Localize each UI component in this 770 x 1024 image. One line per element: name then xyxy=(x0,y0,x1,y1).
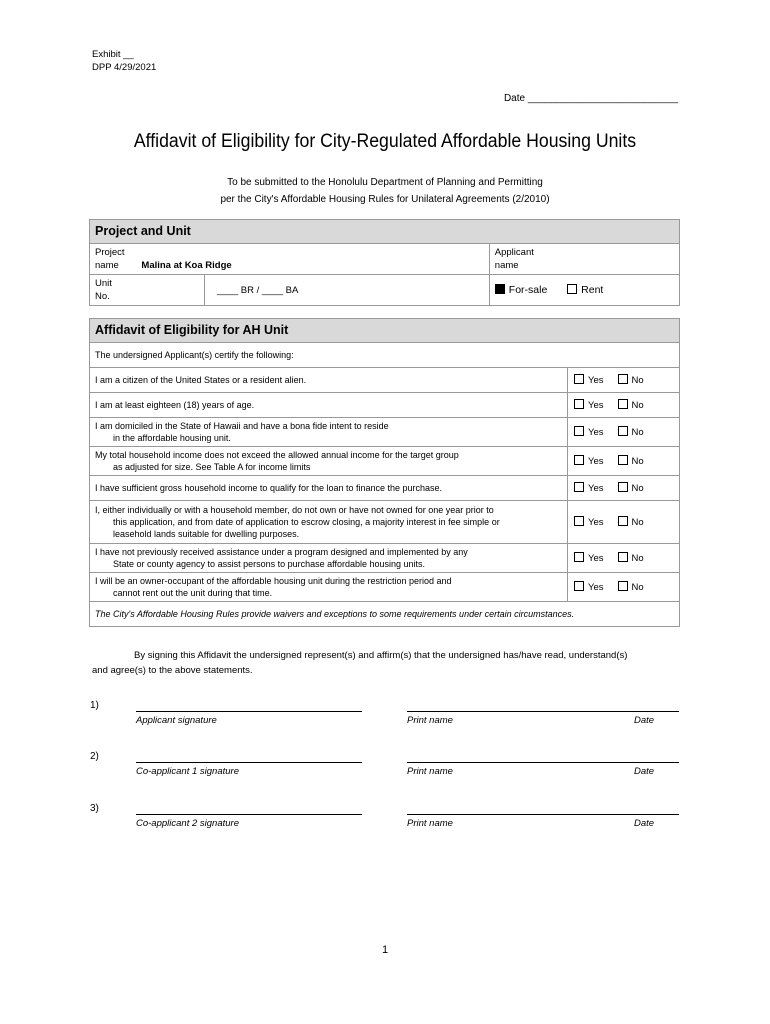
yes-checkbox[interactable] xyxy=(574,581,584,591)
no-label: No xyxy=(631,399,644,411)
yes-no-options xyxy=(568,573,680,602)
page-number: 1 xyxy=(381,944,389,956)
for-sale-label: For-sale xyxy=(508,283,548,296)
affirmation-statement xyxy=(92,648,682,678)
table-row xyxy=(90,447,680,476)
print-name-caption: Print name xyxy=(407,766,453,777)
statement-line: as adjusted for size. See Table A for income limits xyxy=(113,462,311,472)
no-checkbox[interactable] xyxy=(618,552,628,562)
table-row xyxy=(90,393,680,418)
yes-checkbox[interactable] xyxy=(574,516,584,526)
yes-label: Yes xyxy=(588,374,604,386)
statement-text: I am a citizen of the United States or a resident alien. xyxy=(90,368,568,393)
no-checkbox[interactable] xyxy=(618,455,628,465)
project-name-cell xyxy=(90,244,490,275)
print-name-date-line[interactable] xyxy=(407,814,679,815)
table-row xyxy=(90,544,680,573)
unit-no-cell[interactable] xyxy=(90,275,205,306)
statement-line: My total household income does not exceed the allowed annual income for the target group xyxy=(95,450,459,460)
name-label: name xyxy=(95,260,119,271)
statement-line: leasehold lands suitable for dwelling purposes. xyxy=(113,529,300,539)
statement-text xyxy=(90,447,568,476)
yes-checkbox[interactable] xyxy=(574,426,584,436)
date-caption: Date xyxy=(634,715,655,726)
statement-text xyxy=(90,418,568,447)
signature-number: 3) xyxy=(90,803,99,814)
affidavit-heading: Affidavit of Eligibility for AH Unit xyxy=(90,319,680,343)
subtitle-line-1: To be submitted to the Honolulu Department of Planning and Permitting xyxy=(227,177,543,188)
no-label: No xyxy=(631,581,644,593)
yes-checkbox[interactable] xyxy=(574,455,584,465)
statement-line: I will be an owner-occupant of the affordable housing unit during the restriction period and xyxy=(95,576,452,586)
document-subtitle xyxy=(0,174,770,208)
signature-line[interactable] xyxy=(136,711,362,712)
no-checkbox[interactable] xyxy=(618,581,628,591)
statement-line: State or county agency to assist persons to purchase affordable housing units. xyxy=(113,559,426,569)
table-row xyxy=(90,501,680,544)
yes-no-options xyxy=(568,476,680,501)
subtitle-line-2: per the City's Affordable Housing Rules for Unilateral Agreements (2/2010) xyxy=(220,194,550,205)
statement-line-2: and agree(s) to the above statements. xyxy=(92,665,253,676)
signature-caption: Co-applicant 1 signature xyxy=(136,766,239,777)
yes-no-options xyxy=(568,368,680,393)
document-title: Affidavit of Eligibility for City-Regulated Affordable Housing Units xyxy=(133,131,637,152)
table-row xyxy=(90,368,680,393)
statement-text xyxy=(90,501,568,544)
signature-caption: Applicant signature xyxy=(136,715,217,726)
yes-checkbox[interactable] xyxy=(574,399,584,409)
statement-line: I, either individually or with a household member, do not own or have not owned for one year prior to xyxy=(95,505,494,515)
yes-no-options xyxy=(568,393,680,418)
statement-line: I am domiciled in the State of Hawaii and have a bona fide intent to reside xyxy=(95,421,389,431)
statement-text: I am at least eighteen (18) years of age. xyxy=(90,393,568,418)
no-checkbox[interactable] xyxy=(618,399,628,409)
signature-line[interactable] xyxy=(136,762,362,763)
dpp-date: DPP 4/29/2021 xyxy=(92,62,157,73)
statement-line: in the affordable housing unit. xyxy=(113,433,231,443)
yes-label: Yes xyxy=(588,552,604,564)
document-header xyxy=(92,48,156,74)
br-ba-field[interactable]: ____ BR / ____ BA xyxy=(205,275,490,306)
signature-caption: Co-applicant 2 signature xyxy=(136,818,239,829)
yes-no-options xyxy=(568,501,680,544)
yes-checkbox[interactable] xyxy=(574,552,584,562)
table-row xyxy=(90,573,680,602)
statement-line: I have not previously received assistance under a program designed and implemented by any xyxy=(95,547,468,557)
statement-line-1: By signing this Affidavit the undersigned represent(s) and affirm(s) that the undersigned has/have read, understand(s) xyxy=(134,650,628,661)
statement-line: cannot rent out the unit during that time. xyxy=(113,588,273,598)
applicant-name-label: name xyxy=(494,260,519,271)
applicant-name-cell[interactable] xyxy=(489,244,679,275)
yes-checkbox[interactable] xyxy=(574,374,584,384)
project-unit-table xyxy=(89,219,680,306)
affidavit-intro: The undersigned Applicant(s) certify the following: xyxy=(90,343,680,368)
yes-label: Yes xyxy=(588,455,604,467)
rent-checkbox[interactable] xyxy=(567,284,577,294)
signature-number: 2) xyxy=(90,751,99,762)
statement-text: I have sufficient gross household income to qualify for the loan to finance the purchase. xyxy=(90,476,568,501)
unit-label: Unit xyxy=(95,278,112,289)
statement-line: this application, and from date of application to escrow closing, a majority interest in fee simple or xyxy=(113,517,500,527)
yes-label: Yes xyxy=(588,399,604,411)
no-label: No xyxy=(631,455,644,467)
no-checkbox[interactable] xyxy=(618,426,628,436)
yes-no-options xyxy=(568,447,680,476)
statement-text xyxy=(90,544,568,573)
yes-no-options xyxy=(568,544,680,573)
date-field[interactable]: Date ___________________________ xyxy=(503,93,678,104)
signature-line[interactable] xyxy=(136,814,362,815)
print-name-caption: Print name xyxy=(407,818,453,829)
no-label: No xyxy=(631,426,644,438)
rent-label: Rent xyxy=(581,283,604,296)
no-label: No xyxy=(631,374,644,386)
affidavit-table xyxy=(89,318,680,627)
yes-label: Yes xyxy=(588,581,604,593)
yes-label: Yes xyxy=(588,482,604,494)
applicant-label: Applicant xyxy=(494,247,534,258)
no-label: No xyxy=(631,482,644,494)
no-checkbox[interactable] xyxy=(618,482,628,492)
no-label: No xyxy=(631,552,644,564)
date-caption: Date xyxy=(634,766,655,777)
for-sale-checkbox[interactable] xyxy=(495,284,505,294)
no-checkbox[interactable] xyxy=(618,374,628,384)
no-label: No xyxy=(631,516,644,528)
project-name-value[interactable]: Malina at Koa Ridge xyxy=(141,260,232,271)
waiver-note: The City's Affordable Housing Rules provide waivers and exceptions to some requirements under certain circumstances. xyxy=(90,602,680,627)
signature-number: 1) xyxy=(90,700,99,711)
print-name-date-line[interactable] xyxy=(407,762,679,763)
tenure-cell xyxy=(489,275,679,306)
yes-label: Yes xyxy=(588,516,604,528)
no-checkbox[interactable] xyxy=(618,516,628,526)
yes-label: Yes xyxy=(588,426,604,438)
date-caption: Date xyxy=(634,818,655,829)
table-row xyxy=(90,476,680,501)
print-name-date-line[interactable] xyxy=(407,711,679,712)
project-label: Project xyxy=(95,247,125,258)
statement-text xyxy=(90,573,568,602)
yes-checkbox[interactable] xyxy=(574,482,584,492)
print-name-caption: Print name xyxy=(407,715,453,726)
no-label: No. xyxy=(95,291,110,302)
exhibit-label: Exhibit __ xyxy=(92,49,134,60)
project-unit-heading: Project and Unit xyxy=(90,220,680,244)
yes-no-options xyxy=(568,418,680,447)
table-row xyxy=(90,418,680,447)
